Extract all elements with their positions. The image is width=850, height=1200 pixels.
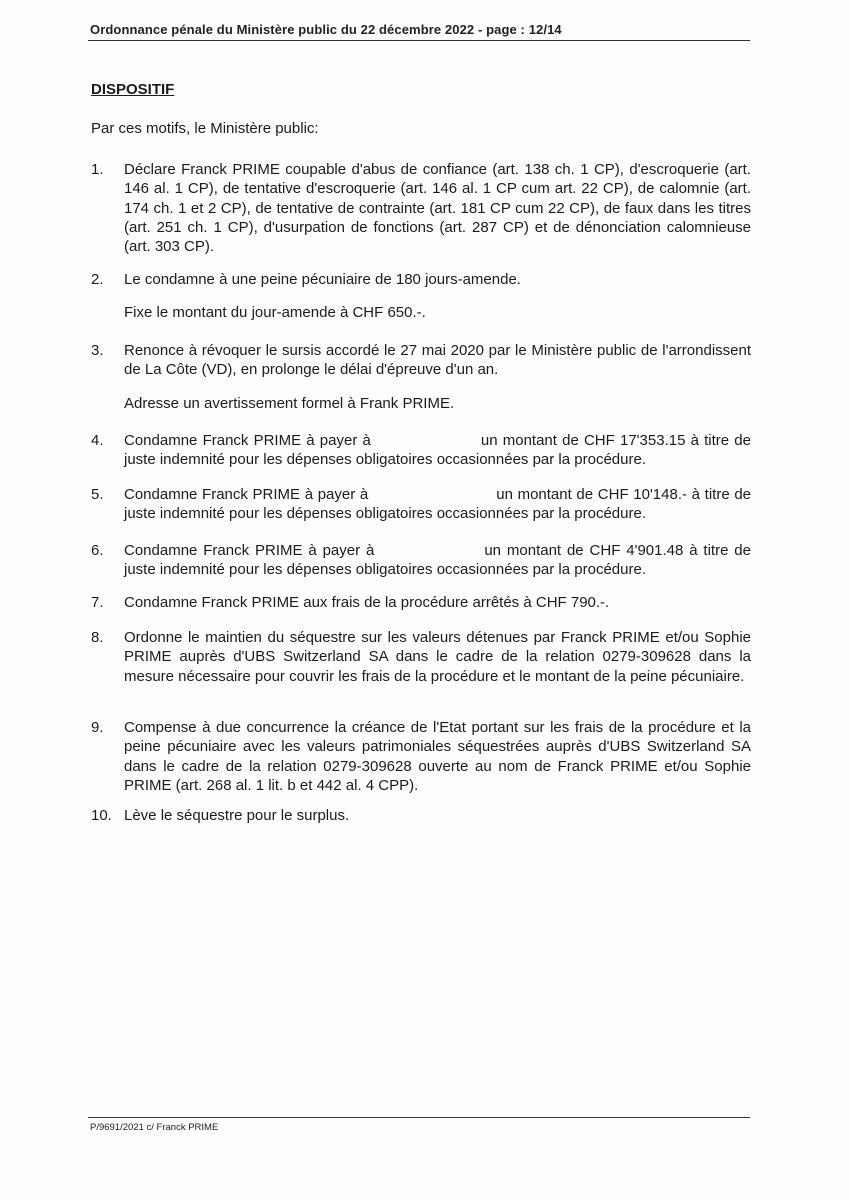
footer-reference: P/9691/2021 c/ Franck PRIME <box>90 1122 219 1133</box>
item-number: 2. <box>91 271 104 288</box>
item-text: Condamne Franck PRIME aux frais de la procédure arrêtés à CHF 790.-. <box>124 594 610 611</box>
item-text-part: Condamne Franck PRIME à payer à <box>124 432 371 449</box>
item-number: 7. <box>91 594 104 611</box>
running-header: Ordonnance pénale du Ministère public du 22 décembre 2022 - page : 12/14 <box>90 22 562 37</box>
item-text: Déclare Franck PRIME coupable d'abus de confiance (art. 138 ch. 1 CP), d'escroquerie (art. 146 al. 1 CP), de tentative d'escroquerie (art. 146 al. 1 CP cum art. 22 CP), de calomnie (art. 174 ch. 1 et 2 CP), de tentative de contrainte (art. 181 CP cum 22 CP), de faux dans les titres (art. 251 ch. 1 CP), d'usurpation de fonctions (art. 287 CP) et de dénonciation calomnieuse (art. 303 CP). <box>124 161 751 256</box>
section-heading: DISPOSITIF <box>91 81 175 98</box>
item-text-part: un montant de CHF 17'353.15 à titre de juste indemnité pour les dépenses obligatoires occasionnées par la procédure. <box>124 432 751 469</box>
item-text <box>124 485 751 524</box>
item-number: 10. <box>91 807 112 824</box>
item-number: 9. <box>91 719 104 736</box>
list-item <box>91 431 751 470</box>
footer-divider <box>88 1117 750 1118</box>
list-item <box>91 541 751 580</box>
intro-text: Par ces motifs, le Ministère public: <box>91 120 319 137</box>
item-text <box>124 541 751 580</box>
list-item <box>91 718 751 795</box>
item-text-part: Condamne Franck PRIME à payer à <box>124 486 369 503</box>
list-item <box>91 270 751 323</box>
item-text: Le condamne à une peine pécuniaire de 180 jours-amende. <box>124 271 521 288</box>
list-item <box>91 485 751 524</box>
item-text: Renonce à révoquer le sursis accordé le 27 mai 2020 par le Ministère public de l'arrondissent de La Côte (VD), en prolonge le délai d'épreuve d'un an. <box>124 342 751 379</box>
item-subtext: Adresse un avertissement formel à Frank PRIME. <box>124 394 455 412</box>
list-item <box>91 628 751 686</box>
item-number: 5. <box>91 486 104 503</box>
item-number: 6. <box>91 542 104 559</box>
item-text-part: un montant de CHF 4'901.48 à titre de juste indemnité pour les dépenses obligatoires occasionnées par la procédure. <box>124 542 751 579</box>
item-text: Compense à due concurrence la créance de l'Etat portant sur les frais de la procédure et la peine pécuniaire avec les valeurs patrimoniales séquestrées auprès d'UBS Switzerland SA dans le cadre de la relation 0279-309628 ouverte au nom de Franck PRIME et/ou Sophie PRIME (art. 268 al. 1 lit. b et 442 al. 4 CPP). <box>124 719 751 794</box>
item-text: Ordonne le maintien du séquestre sur les valeurs détenues par Franck PRIME et/ou Sophie PRIME auprès d'UBS Switzerland SA dans le cadre de la relation 0279-309628 dans la mesure nécessaire pour couvrir les frais de la procédure et le montant de la peine pécuniaire. <box>124 629 751 685</box>
item-text: Lève le séquestre pour le surplus. <box>124 807 350 824</box>
list-item <box>91 593 751 612</box>
item-text <box>124 431 751 470</box>
list-item <box>91 341 751 413</box>
list-item <box>91 806 751 825</box>
item-text-part: Condamne Franck PRIME à payer à <box>124 542 375 559</box>
item-number: 8. <box>91 629 104 646</box>
item-number: 3. <box>91 342 104 359</box>
item-subtext: Fixe le montant du jour-amende à CHF 650.-. <box>124 304 426 322</box>
item-number: 1. <box>91 161 104 178</box>
header-divider <box>88 40 750 41</box>
item-number: 4. <box>91 432 104 449</box>
list-item <box>91 160 751 256</box>
item-text-part: un montant de CHF 10'148.- à titre de juste indemnité pour les dépenses obligatoires occasionnées par la procédure. <box>124 486 751 523</box>
